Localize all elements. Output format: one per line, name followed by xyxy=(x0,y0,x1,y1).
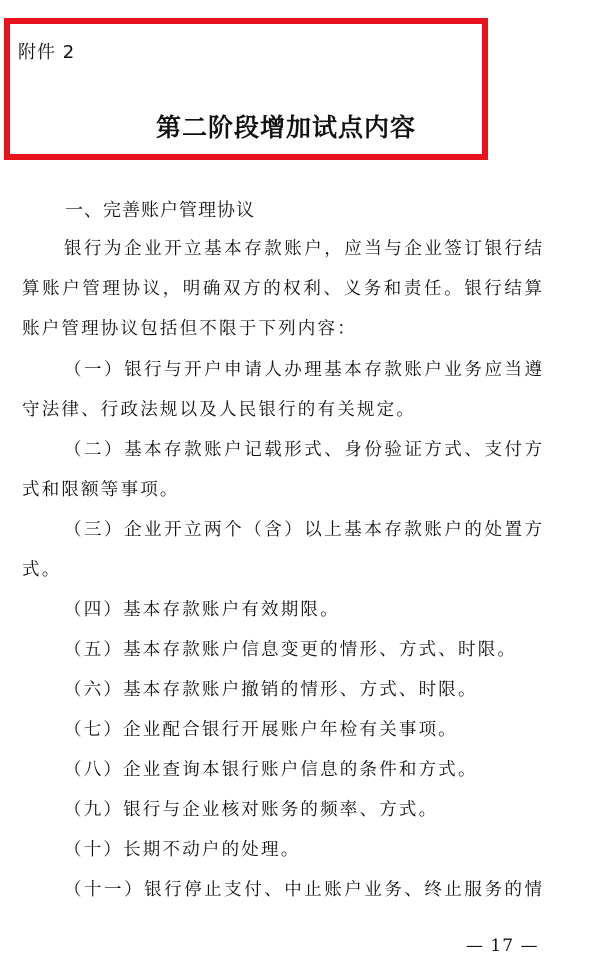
item-11-line-1: （十一）银行停止支付、中止账户业务、终止服务的情 xyxy=(64,880,542,900)
section-heading: 一、完善账户管理协议 xyxy=(65,200,255,221)
intro-line-3: 账户管理协议包括但不限于下列内容： xyxy=(22,319,357,339)
item-9: （九）银行与企业核对账务的频率、方式。 xyxy=(64,800,439,820)
page-number: — 17 — xyxy=(466,936,539,956)
item-4: （四）基本存款账户有效期限。 xyxy=(64,600,340,620)
attachment-label: 附件 2 xyxy=(18,42,76,63)
item-1-line-2: 守法律、行政法规以及人民银行的有关规定。 xyxy=(22,400,416,420)
item-6: （六）基本存款账户撤销的情形、方式、时限。 xyxy=(64,680,478,700)
item-8: （八）企业查询本银行账户信息的条件和方式。 xyxy=(64,760,478,780)
intro-line-1: 银行为企业开立基本存款账户，应当与企业签订银行结 xyxy=(64,239,542,259)
item-1-line-1: （一）银行与开户申请人办理基本存款账户业务应当遵 xyxy=(64,360,542,380)
item-3-line-1: （三）企业开立两个（含）以上基本存款账户的处置方 xyxy=(64,520,542,540)
item-2-line-2: 式和限额等事项。 xyxy=(22,480,180,500)
item-7: （七）企业配合银行开展账户年检有关事项。 xyxy=(64,720,458,740)
item-2-line-1: （二）基本存款账户记载形式、身份验证方式、支付方 xyxy=(64,440,542,460)
item-5: （五）基本存款账户信息变更的情形、方式、时限。 xyxy=(64,640,518,660)
intro-line-2: 算账户管理协议，明确双方的权利、义务和责任。银行结算 xyxy=(22,279,542,299)
item-10: （十）长期不动户的处理。 xyxy=(64,840,301,860)
document-title: 第二阶段增加试点内容 xyxy=(155,113,416,142)
item-3-line-2: 式。 xyxy=(22,560,62,580)
